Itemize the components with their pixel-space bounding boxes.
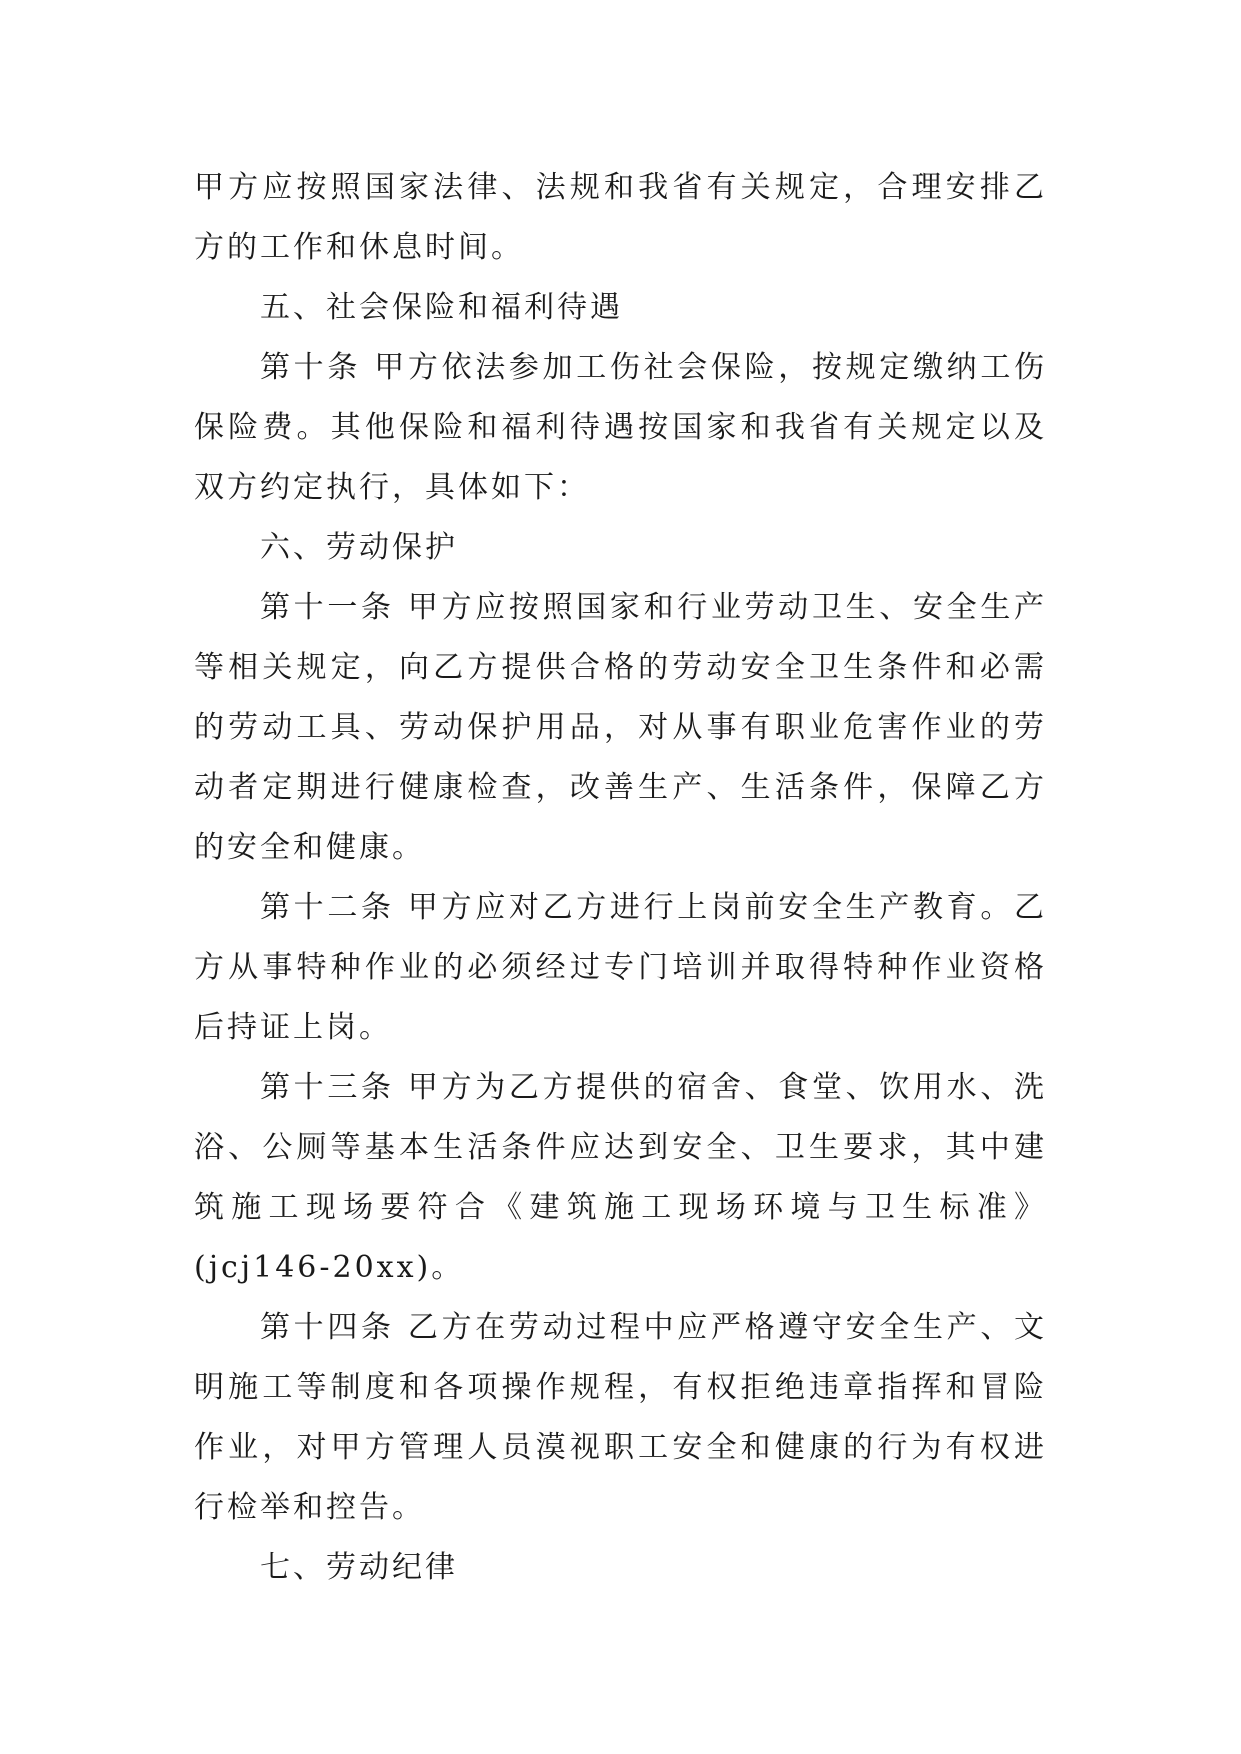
article-14: 第十四条 乙方在劳动过程中应严格遵守安全生产、文明施工等制度和各项操作规程，有权拒绝违章指挥和冒险作业，对甲方管理人员漠视职工安全和健康的行为有权进行检举和控告。 [194,1310,1047,1525]
section-heading-labor-discipline: 七、劳动纪律 [260,1550,458,1585]
article-11: 第十一条 甲方应按照国家和行业劳动卫生、安全生产等相关规定，向乙方提供合格的劳动安全卫生条件和必需的劳动工具、劳动保护用品，对从事有职业危害作业的劳动者定期进行健康检查，改善生产、生活条件，保障乙方的安全和健康。 [194,590,1047,865]
article-10: 第十条 甲方依法参加工伤社会保险，按规定缴纳工伤保险费。其他保险和福利待遇按国家和我省有关规定以及双方约定执行，具体如下： [194,350,1047,505]
article-13: 第十三条 甲方为乙方提供的宿舍、食堂、饮用水、洗浴、公厕等基本生活条件应达到安全、卫生要求，其中建筑施工现场要符合《建筑施工现场环境与卫生标准》(jcj146-20xx)。 [194,1070,1047,1285]
paragraph-work-rest-time: 甲方应按照国家法律、法规和我省有关规定，合理安排乙方的工作和休息时间。 [194,170,1047,265]
section-heading-labor-protection: 六、劳动保护 [260,530,458,565]
section-heading-social-insurance: 五、社会保险和福利待遇 [260,290,623,325]
article-12: 第十二条 甲方应对乙方进行上岗前安全生产教育。乙方从事特种作业的必须经过专门培训并取得特种作业资格后持证上岗。 [194,890,1047,1045]
